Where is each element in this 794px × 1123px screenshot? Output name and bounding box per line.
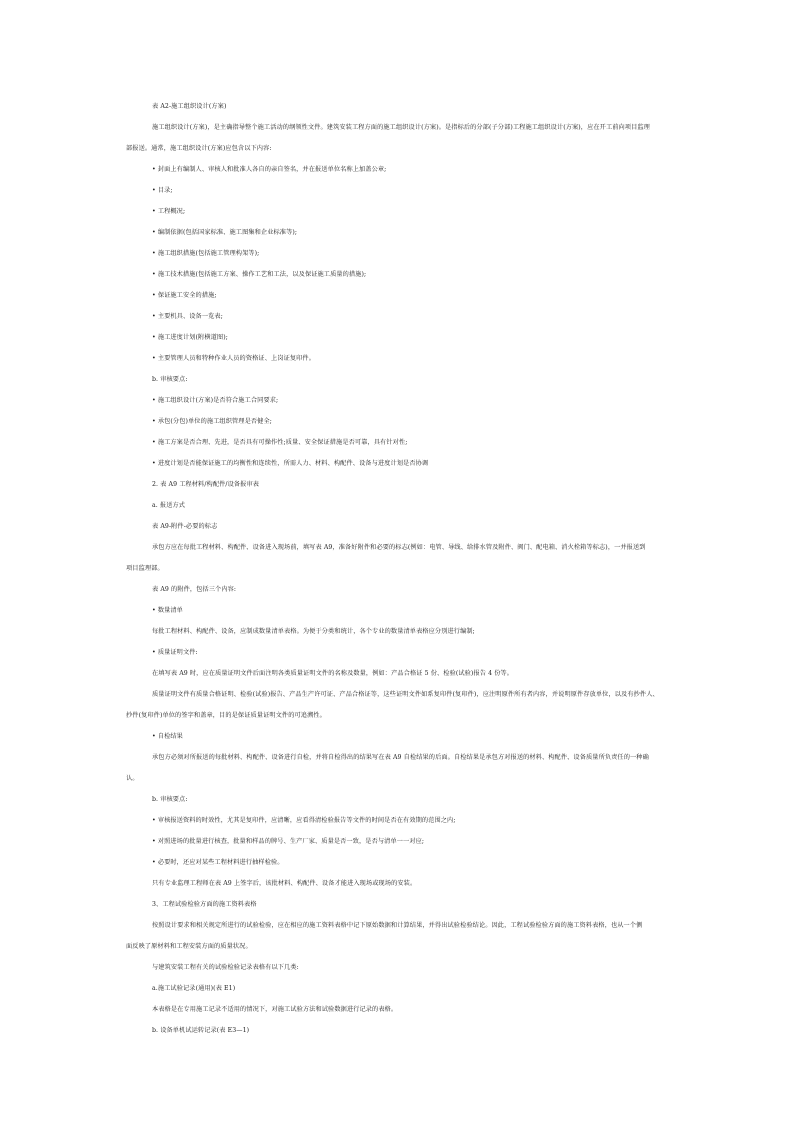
bullet-item: • 主要管理人员和特种作业人员的资格证、上岗证复印件。	[152, 355, 316, 362]
subheading-review-points: b. 审核要点:	[152, 376, 188, 383]
bullet-item: • 对照进场的批量进行核查，批量和样品的牌号、生产厂家、质量是否一致，是否与清单一一对应;	[152, 838, 425, 845]
section-heading-3: 3、工程试验检验方面的施工资料表格	[152, 901, 257, 908]
paragraph-line: 本表格是在专用施工记录不适用的情况下，对施工试验方法和试验数据进行记录的表格。	[152, 1006, 398, 1013]
bullet-item: • 封面上有编制人、审核人和批准人各自的亲自签名，并在报送单位名称上加盖公章;	[152, 166, 387, 173]
paragraph-line: 与建筑安装工程有关的试验检验记录表格有以下几类:	[152, 964, 299, 971]
bullet-item: • 施工组织设计(方案)是否符合施工合同要求;	[152, 397, 279, 404]
bullet-item: • 施工组织措施(包括施工管理构架等);	[152, 250, 260, 257]
paragraph-line: 表 A9 的附件，包括三个内容:	[152, 586, 237, 593]
subheading-review-points: b. 审核要点:	[152, 796, 188, 803]
paragraph-line: 只有专业监理工程师在表 A9 上签字后，该批材料、构配件、设备才能进入现场或现场的安装。	[152, 880, 417, 887]
bullet-item: • 目录;	[152, 187, 173, 194]
paragraph-line: 每批工程材料、构配件、设备，应制成数量清单表格。为便于分类和统计，各个专业的数量清单表格应分别进行编制;	[152, 628, 475, 635]
bullet-item: • 进度计划是否能保证施工的均衡性和连续性，所需人力、材料、构配件、设备与进度计划是否协调	[152, 460, 429, 467]
paragraph-line: 在填写表 A9 时，应在质量证明文件后面注明各类质量证明文件的名称及数量，例如：产品合格证 5 份、检验(试验)报告 4 份等。	[152, 670, 514, 677]
paragraph-line: 施工组织设计(方案)，是主确指导整个施工活动的纲领性文件。建筑安装工程方面的施工组织设计(方案)。是指标后的分部(子分部)工程施工组织设计(方案)，应在开工前向项目监理	[152, 124, 650, 131]
bullet-item: • 编制依据(包括国家标准、施工图集和企业标准等);	[152, 229, 298, 236]
subheading-submission: a. 报送方式	[152, 502, 186, 509]
paragraph-line: 表 A9-附件-必要的标志	[152, 523, 218, 530]
bullet-item: • 审核报送资料的时效性，尤其是复印件，应清晰，应看得清检验报告等文件的时间是否在有效期的范围之内;	[152, 817, 456, 824]
bullet-item: • 数量清单	[152, 607, 183, 614]
paragraph-line: 质量证明文件有质量合格证明、检验(试验)报告、产品生产许可证、产品合格证等，这些证明文件如系复印件(复印件)，应注明原件所有者内容，并说明原件存放单位，以及有抄件人、	[152, 691, 659, 698]
bullet-item: • 主要机具、设备一览表;	[152, 313, 223, 320]
bullet-item: • 承包(分包)单位的施工组织管理是否健全;	[152, 418, 272, 425]
section-heading-a9: 2. 表 A9 工程材料/构配件/设备报审表	[152, 481, 260, 488]
paragraph-line: 按照设计要求和相关规定所进行的试验检验，应在相应的施工资料表格中记下原始数据和计算结果，并得出试验检验结论。因此，工程试验检验方面的施工资料表格，也从一个侧	[152, 922, 643, 929]
bullet-item: • 必要时，还应对某些工程材料进行抽样检验。	[152, 859, 284, 866]
paragraph-line: 部报送。通常，施工组织设计(方案)应包含以下内容:	[126, 145, 272, 152]
bullet-item: • 施工方案是否合理、先进，是否具有可操作性;质量、安全保证措施是否可靠，具有针对性;	[152, 439, 408, 446]
bullet-item: • 自检结果	[152, 733, 183, 740]
paragraph-line: 项目监理部。	[126, 565, 164, 572]
paragraph-line: 面反映了原材料和工程安装方面的质量状况。	[126, 943, 252, 950]
bullet-item: • 保证施工安全的措施;	[152, 292, 217, 299]
paragraph-line: 抄件(复印件)单位的签字和盖章，目的是保证质量证明文件的可追溯性。	[126, 712, 326, 719]
section-heading-a2: 表 A2-施工组织设计(方案)	[152, 103, 227, 110]
list-item: a.施工试验记录(通用)(表 E1)	[152, 985, 236, 992]
paragraph-line: 认。	[126, 775, 139, 782]
list-item: b. 设备单机试运转记录(表 E3—1)	[152, 1027, 250, 1034]
paragraph-line: 承包方必须对所报送的每批材料、构配件、设备进行自检，并将自检得出的结果写在表 A9 自检结果的后面。自检结果是承包方对报送的材料、构配件、设备质量所负责任的一种确	[152, 754, 649, 761]
bullet-item: • 施工进度计划(附横道图);	[152, 334, 228, 341]
bullet-item: • 工程概况;	[152, 208, 186, 215]
paragraph-line: 承包方应在每批工程材料、构配件、设备进入现场前，填写表 A9，准备好附件和必要的标志(例如：电管、导线、给排水管及附件、阀门、配电箱、消火栓箱等标志)，一并报送到	[152, 544, 646, 551]
bullet-item: • 质量证明文件:	[152, 649, 198, 656]
bullet-item: • 施工技术措施(包括施工方案、操作工艺和工法，以及保证施工质量的措施);	[152, 271, 367, 278]
